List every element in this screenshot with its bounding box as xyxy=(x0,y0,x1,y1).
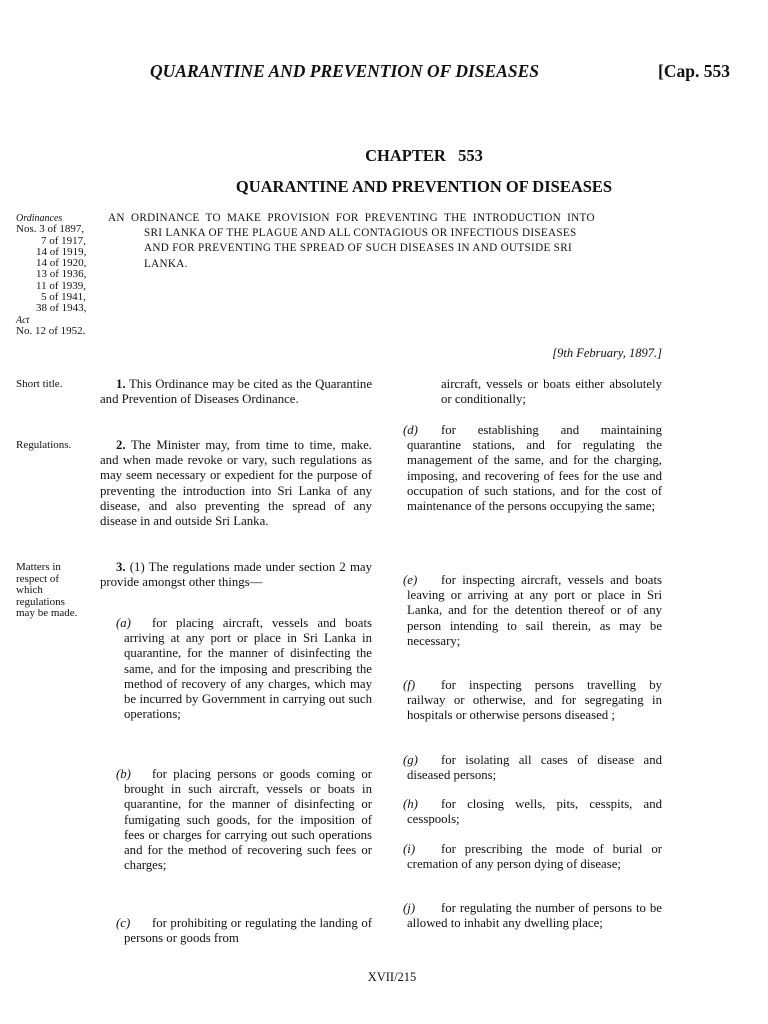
provision-i xyxy=(403,842,662,872)
margin-note-line: may be made. xyxy=(16,607,78,619)
provision-label: (d) xyxy=(403,423,418,437)
provision-label: (c) xyxy=(116,916,131,930)
provision-b xyxy=(116,767,372,873)
provision-text: for placing aircraft, vessels and boats arriving at any port or place in Sri Lanka in quarantine, for the manner of disinfecting the same, and for the imposing and prescribing the method of recovery of any charges, which may be incurred by Government in carrying out such operations; xyxy=(124,616,372,722)
ordinances-label: Ordinances xyxy=(16,213,63,224)
section-number: 1. xyxy=(116,377,126,391)
section-2 xyxy=(100,438,372,529)
cap-number: [Cap. 553 xyxy=(658,61,730,81)
margin-note-line: Matters in xyxy=(16,561,61,573)
provision-g xyxy=(403,753,662,783)
margin-note-line: regulations xyxy=(16,595,65,608)
preamble-line: AND FOR PREVENTING THE SPREAD OF SUCH DISEASES IN AND OUTSIDE SRI xyxy=(144,242,572,255)
provision-f xyxy=(403,678,662,724)
provision-text: aircraft, vessels or boats either absolutely or conditionally; xyxy=(441,377,662,407)
section-number: 3. xyxy=(116,560,126,574)
ordinances-sidebar xyxy=(16,213,100,337)
chapter-title: QUARANTINE AND PREVENTION OF DISEASES xyxy=(235,177,613,196)
provision-a xyxy=(116,616,372,722)
ordinance-entry: Nos. 3 of 1897, xyxy=(16,223,85,236)
provision-label: (a) xyxy=(116,616,131,630)
ordinance-entry: 5 of 1941, xyxy=(41,291,86,304)
provision-text: for closing wells, pits, cesspits, and cesspools; xyxy=(407,797,662,827)
provision-text: for prohibiting or regulating the landing of persons or goods from xyxy=(124,916,372,946)
provision-label: (j) xyxy=(403,901,416,915)
margin-note-matters xyxy=(16,562,96,620)
ordinance-entry: 13 of 1936, xyxy=(36,268,87,281)
provision-label: (h) xyxy=(403,797,418,811)
provision-h xyxy=(403,797,662,827)
preamble-line: SRI LANKA OF THE PLAGUE AND ALL CONTAGIOUS OR INFECTIOUS DISEASES xyxy=(144,227,577,240)
ordinance-entry: 14 of 1920, xyxy=(36,257,87,270)
ordinance-entry: 14 of 1919, xyxy=(36,245,87,258)
provision-text: for isolating all cases of disease and diseased persons; xyxy=(407,753,662,783)
provision-label: (g) xyxy=(403,753,418,767)
provision-text: for placing persons or goods coming or brought in such aircraft, vessels or boats in quarantine, for the manner of disinfecting or fumigating such goods, for the imposition of fees or charges for carrying out such operations and for the method of recovering such fees or charges; xyxy=(124,767,372,873)
provision-j xyxy=(403,901,662,931)
provision-label: (b) xyxy=(116,767,131,781)
provision-text: for regulating the number of persons to be allowed to inhabit any dwelling place; xyxy=(407,901,662,931)
provision-label: (i) xyxy=(403,842,416,856)
provision-text: for inspecting aircraft, vessels and boats leaving or arriving at any port or place in Sri Lanka, and for the detention thereof or of any person intending to sail therein, as may be necessary; xyxy=(407,573,662,648)
provision-label: (f) xyxy=(403,678,416,692)
section-text: (1) The regulations made under section 2 may provide amongst other things— xyxy=(100,560,373,590)
act-label: Act xyxy=(16,314,30,326)
section-text: The Minister may, from time to time, make. and when made revoke or vary, such regulations as may seem necessary or expedient for the purpose of preventing the introduction into Sri Lanka of any disease, and also preventing the spread of any disease in and outside Sri Lanka. xyxy=(100,438,373,529)
provision-c xyxy=(116,916,372,946)
act-entry: No. 12 of 1952. xyxy=(16,324,86,337)
preamble-line: LANKA. xyxy=(144,257,188,270)
section-1 xyxy=(100,377,372,407)
running-title: QUARANTINE AND PREVENTION OF DISEASES xyxy=(150,61,539,81)
margin-note-regulations: Regulations. xyxy=(16,439,72,451)
provision-e xyxy=(403,573,662,649)
enactment-date: [9th February, 1897.] xyxy=(552,346,662,360)
chapter-number: CHAPTER 553 xyxy=(365,146,483,165)
ordinance-entry: 7 of 1917, xyxy=(41,234,86,247)
ordinance-entry: 11 of 1939, xyxy=(36,279,87,292)
provision-label: (e) xyxy=(403,573,418,587)
margin-note-short-title: Short title. xyxy=(16,378,63,390)
preamble-line: AN ORDINANCE TO MAKE PROVISION FOR PREVENTING THE INTRODUCTION INTO xyxy=(108,212,595,224)
page-reference: XVII/215 xyxy=(367,970,417,984)
provision-c-continued xyxy=(441,377,662,407)
section-3 xyxy=(100,560,372,590)
section-text: This Ordinance may be cited as the Quarantine and Prevention of Diseases Ordinance. xyxy=(100,377,372,407)
ordinance-entry: 38 of 1943, xyxy=(36,302,87,315)
section-number: 2. xyxy=(116,438,126,452)
margin-note-line: which xyxy=(16,584,43,596)
provision-text: for prescribing the mode of burial or cremation of any person dying of disease; xyxy=(407,842,662,872)
margin-note-line: respect of xyxy=(16,572,60,585)
provision-d xyxy=(403,423,662,514)
preamble xyxy=(108,211,656,272)
provision-text: for establishing and maintaining quarantine stations, and for regulating the management of the same, and for the charging, imposing, and recovering of fees for the use and occupation of such stations, and for the cost of maintenance of the persons occupying the same; xyxy=(407,423,662,514)
provision-text: for inspecting persons travelling by railway or otherwise, and for segregating in hospitals or otherwise persons diseased ; xyxy=(407,678,662,723)
